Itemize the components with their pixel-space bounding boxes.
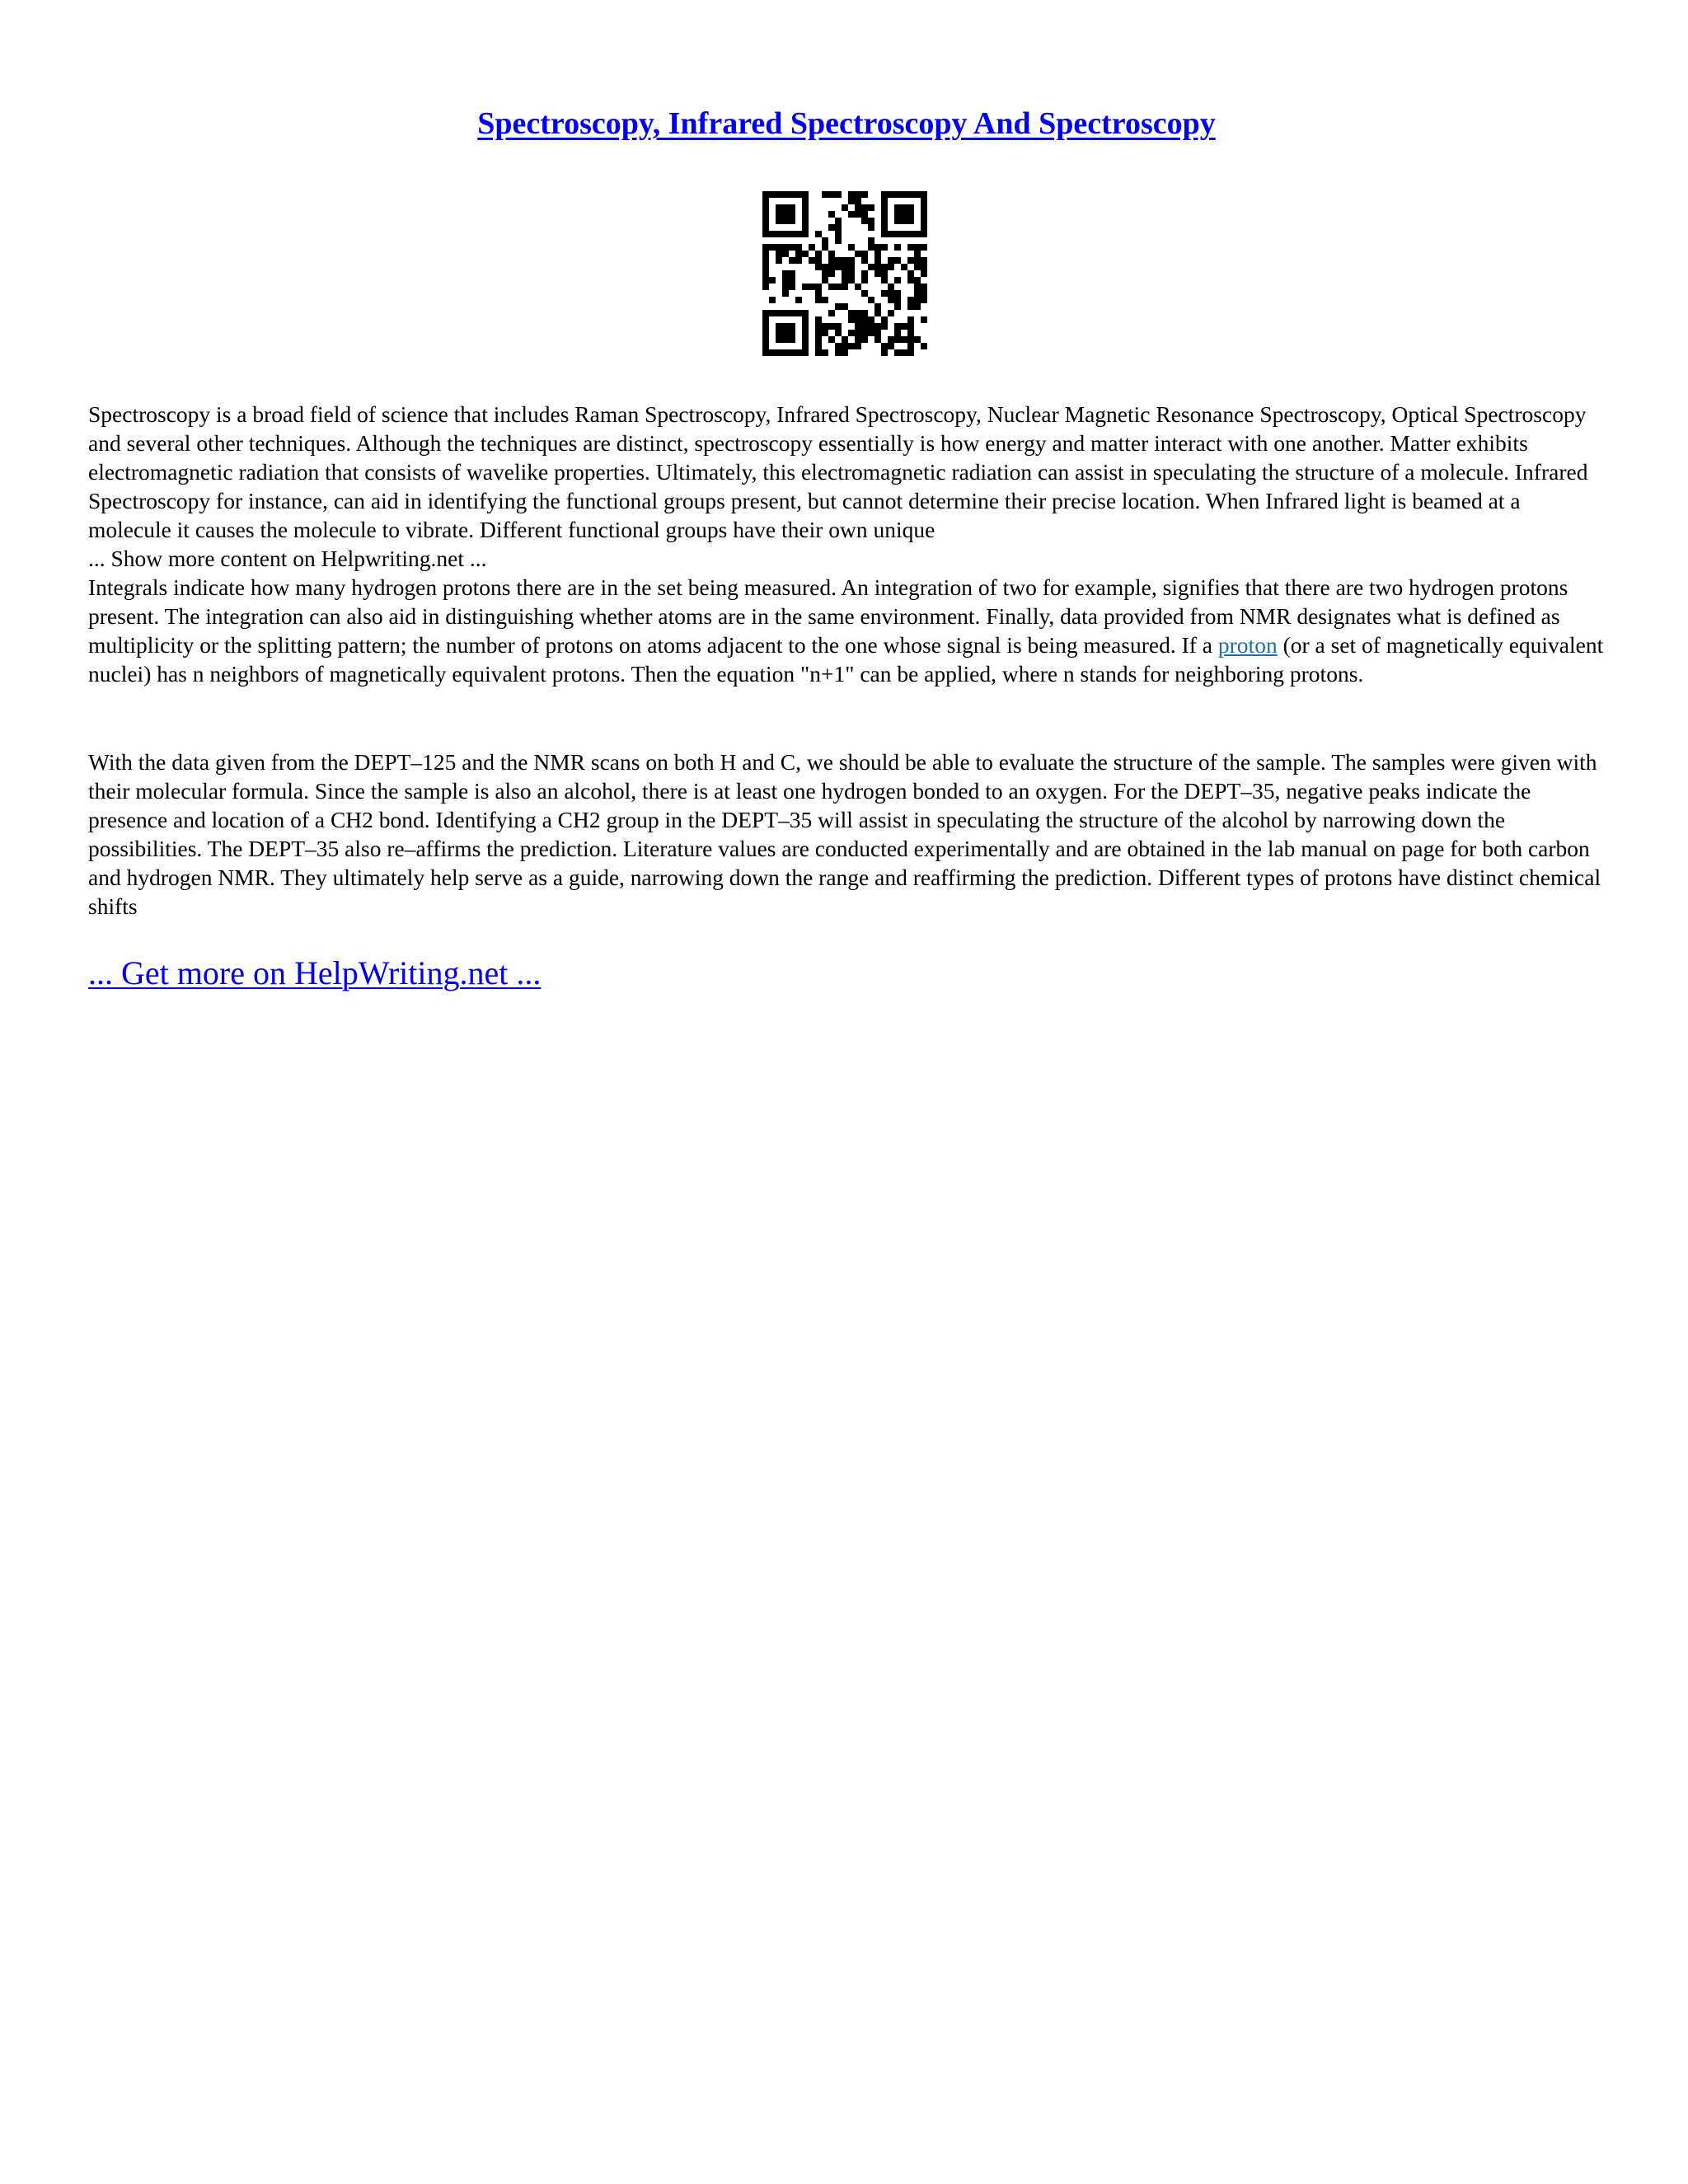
show-more-text: ... Show more content on Helpwriting.net ... <box>88 546 487 571</box>
paragraph-2-after: (or a set of magnetically equivalent nuclei) has n neighbors of magnetically equivalent protons. Then the equation "n+1" can be applied, where n stands for neighboring protons. <box>88 632 1604 687</box>
document-page <box>88 0 1605 991</box>
paragraph-1-text: Spectroscopy is a broad field of science that includes Raman Spectroscopy, Infrared Spectroscopy, Nuclear Magnetic Resonance Spectroscopy, Optical Spectroscopy and several other techniques. Although the techniques are distinct, spectroscopy essentially is how energy and matter interact with one another. Matter exhibits electromagnetic radiation that consists of wavelike properties. Ultimately, this electromagnetic radiation can assist in speculating the structure of a molecule. Infrared Spectroscopy for instance, can aid in identifying the functional groups present, but cannot determine their precise location. When Infrared light is beamed at a molecule it causes the molecule to vibrate. Different functional groups have their own unique <box>88 401 1588 542</box>
document-title-link[interactable]: Spectroscopy, Infrared Spectroscopy And Spectroscopy <box>477 106 1216 141</box>
qr-code-icon <box>762 191 927 356</box>
get-more-link[interactable]: ... Get more on HelpWriting.net ... <box>88 954 542 991</box>
paragraph-1 <box>88 400 1605 573</box>
proton-link[interactable]: proton <box>1217 632 1278 658</box>
paragraph-2-text <box>88 573 1605 688</box>
paragraph-3 <box>88 748 1605 921</box>
paragraph-2 <box>88 573 1605 688</box>
paragraph-2-before: Integrals indicate how many hydrogen protons there are in the set being measured. An integration of two for example, signifies that there are two hydrogen protons present. The integration can also aid in distinguishing whether atoms are in the same environment. Finally, data provided from NMR designates what is defined as multiplicity or the splitting pattern; the number of protons on atoms adjacent to the one whose signal is being measured. If a <box>88 574 1568 658</box>
paragraph-3-text: With the data given from the DEPT–125 and the NMR scans on both H and C, we should be able to evaluate the structure of the sample. The samples were given with their molecular formula. Since the sample is also an alcohol, there is at least one hydrogen bonded to an oxygen. For the DEPT–35, negative peaks indicate the presence and location of a CH2 bond. Identifying a CH2 group in the DEPT–35 will assist in speculating the structure of the alcohol by narrowing down the possibilities. The DEPT–35 also re–affirms the prediction. Literature values are conducted experimentally and are obtained in the lab manual on page for both carbon and hydrogen NMR. They ultimately help serve as a guide, narrowing down the range and reaffirming the prediction. Different types of protons have distinct chemical shifts <box>88 749 1601 919</box>
title-container <box>88 101 1605 147</box>
